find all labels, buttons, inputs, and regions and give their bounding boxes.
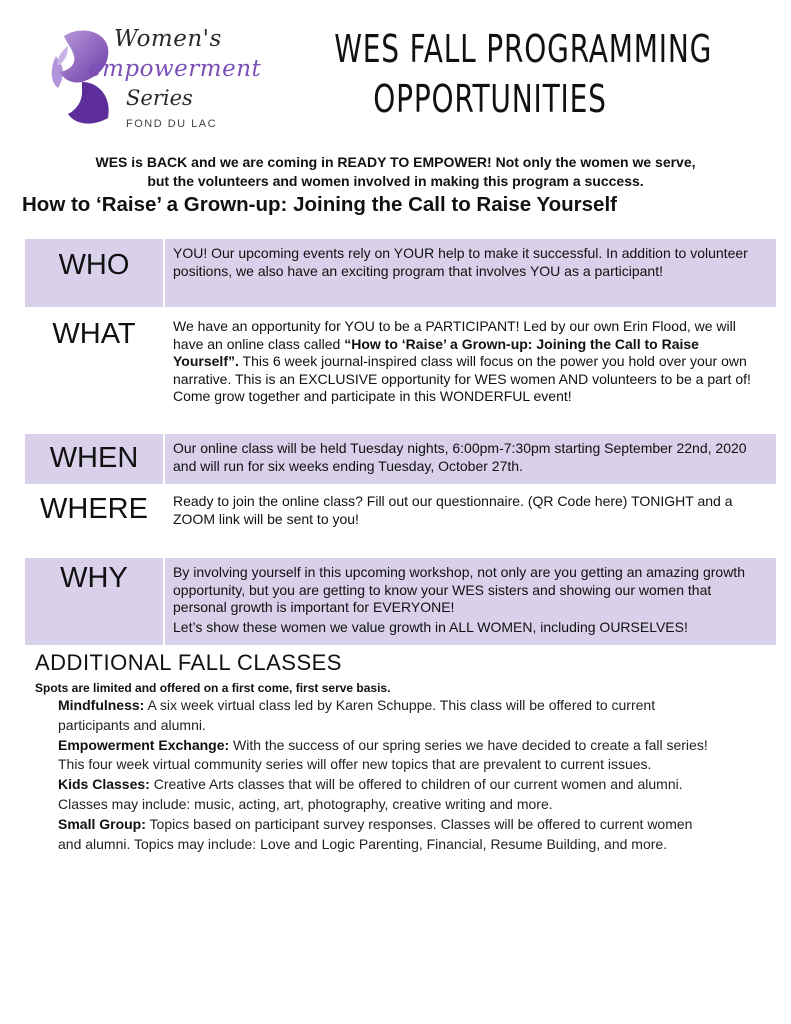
logo-text-line3: Series (126, 86, 193, 110)
class-name: Mindfulness: (58, 697, 145, 713)
logo-text-line1: Women's (114, 26, 222, 52)
what-class-title: “How to ‘Raise’ a Grown-up: Joining the Call to Raise Yourself”. (173, 335, 699, 370)
when-row (25, 434, 776, 484)
intro-text (20, 153, 771, 191)
page-title-line2: OPPORTUNITIES (373, 77, 607, 121)
list-item (58, 736, 708, 776)
class-name: Kids Classes: (58, 776, 150, 793)
list-item (58, 775, 708, 815)
wes-logo (42, 22, 262, 138)
intro-line2: but the volunteers and women involved in making this program a success. (147, 173, 644, 189)
additional-classes-note: Spots are limited and offered on a first come, first serve basis. (35, 681, 391, 695)
what-text-before: We have an opportunity for YOU to be a PARTICIPANT! Led by our own Erin Flood, we will have an online class called (173, 318, 736, 352)
why-label: WHY (60, 562, 128, 594)
logo-location: FOND DU LAC (126, 118, 218, 130)
page-title-line1: WES FALL PROGRAMMING (334, 27, 713, 71)
what-row (25, 312, 776, 430)
program-subheading: How to ‘Raise’ a Grown-up: Joining the Call to Raise Yourself (22, 193, 617, 216)
when-text-content: Our online class will be held Tuesday nights, 6:00pm-7:30pm starting September 22nd, 2020 and will run for six weeks ending Tuesday, October 27th. (173, 440, 747, 474)
who-text (165, 239, 776, 307)
class-description: Creative Arts classes that will be offered to children of our current women and alumni. Classes may include: music, acting, art, photography, creative writing and more. (58, 776, 683, 812)
list-item (58, 815, 708, 855)
class-description: Topics based on participant survey responses. Classes will be offered to current women and alumni. Topics may include: Love and Logic Parenting, Financial, Resume Building, and more. (58, 815, 693, 852)
where-text (165, 487, 776, 535)
why-row (25, 558, 776, 645)
who-text-content: YOU! Our upcoming events rely on YOUR help to make it successful. In addition to volunteer positions, we also have an exciting program that involves YOU as a participant! (173, 245, 748, 279)
when-text (165, 434, 776, 484)
class-description: With the success of our spring series we have decided to create a fall series! This four week virtual community series will offer new topics that are prevalent to current issues. (58, 736, 708, 773)
what-text-after: This 6 week journal-inspired class will focus on the power you hold over your own narrative. This is an EXCLUSIVE opportunity for WES women AND volunteers to be a part of! Come grow together and participate in this WONDERFUL event! (173, 353, 751, 405)
who-label: WHO (58, 249, 130, 281)
where-text-content: Ready to join the online class? Fill out our questionnaire. (QR Code here) TONIGHT and a ZOOM link will be sent to you! (173, 493, 733, 527)
class-description: A six week virtual class led by Karen Schuppe. This class will be offered to current participants and alumni. (58, 697, 656, 733)
intro-line1: WES is BACK and we are coming in READY TO EMPOWER! Not only the women we serve, (95, 154, 696, 170)
logo-text-line2: empowerment (88, 56, 262, 82)
list-item (58, 696, 708, 736)
class-name: Empowerment Exchange: (58, 736, 230, 753)
why-text (165, 558, 776, 645)
who-row (25, 239, 776, 307)
where-row (25, 487, 776, 535)
where-label: WHERE (40, 493, 148, 525)
additional-classes-list (58, 696, 708, 854)
what-label: WHAT (52, 318, 136, 350)
class-name: Small Group: (58, 815, 146, 832)
page-title (334, 24, 713, 124)
why-text-paragraph1: By involving yourself in this upcoming workshop, not only are you getting an amazing growth opportunity, but you are getting to know your WES sisters and showing our women that personal growth is important for EVERYONE! (173, 564, 745, 616)
when-label: WHEN (49, 442, 139, 474)
what-text (165, 312, 776, 430)
why-text-paragraph2: Let’s show these women we value growth in ALL WOMEN, including OURSELVES! (173, 618, 688, 635)
additional-classes-heading: ADDITIONAL FALL CLASSES (35, 650, 342, 675)
